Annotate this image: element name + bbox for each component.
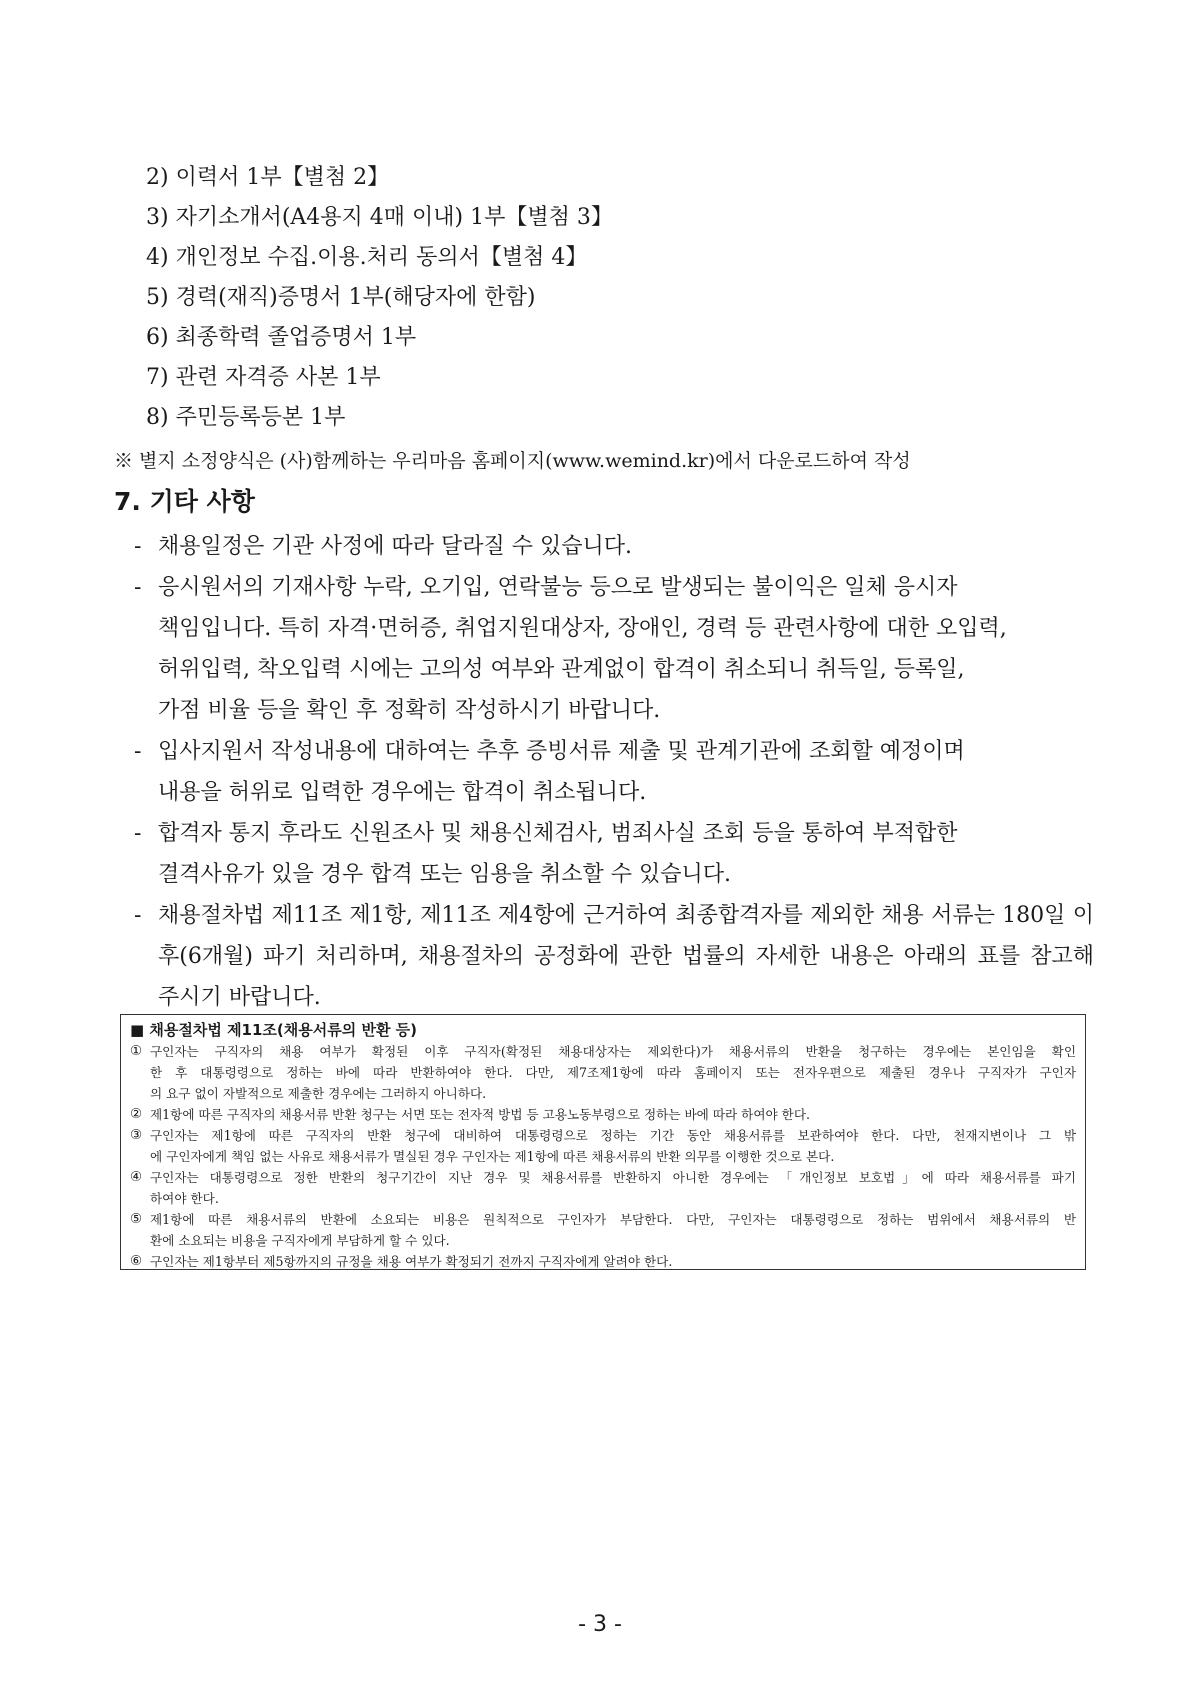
document-item: 3) 자기소개서(A4용지 4매 이내) 1부【별첨 3】	[146, 205, 613, 230]
clause-line: 환에 소요되는 비용을 구직자에게 부담하게 할 수 있다.	[150, 1233, 450, 1248]
required-documents-list	[146, 158, 613, 438]
dash-marker: -	[134, 575, 142, 600]
list-item	[134, 526, 1094, 567]
bullet-line: 허위입력, 착오입력 시에는 고의성 여부와 관계없이 합격이 취소되니 취득일, 등록일,	[158, 657, 965, 682]
law-clause	[130, 1167, 1076, 1209]
clause-line: 하여야 한다.	[150, 1191, 219, 1206]
clause-line: 구인자는 구직자의 채용 여부가 확정된 이후 구직자(확정된 채용대상자는 제외한다)가 채용서류의 반환을 청구하는 경우에는 본인임을 확인	[150, 1044, 1076, 1059]
law-clause	[130, 1251, 1076, 1272]
list-item	[134, 731, 1094, 813]
bullet-line: 후(6개월) 파기 처리하며, 채용절차의 공정화에 관한 법률의 자세한 내용은 아래의 표를 참고해	[158, 944, 1094, 969]
bullet-line: 가점 비율 등을 확인 후 정확히 작성하시기 바랍니다.	[158, 698, 661, 723]
clause-line: 에 구인자에게 책임 없는 사유로 채용서류가 멸실된 경우 구인자는 제1항에 따른 채용서류의 반환 의무를 이행한 것으로 본다.	[150, 1149, 835, 1164]
law-clause	[130, 1125, 1076, 1167]
list-item	[134, 813, 1094, 895]
clause-number: ②	[130, 1106, 143, 1122]
clause-number: ⑤	[130, 1211, 143, 1227]
page-number: - 3 -	[578, 1612, 622, 1637]
document-item: 6) 최종학력 졸업증명서 1부	[146, 325, 417, 350]
bullet-line: 내용을 허위로 입력한 경우에는 합격이 취소됩니다.	[158, 780, 647, 805]
document-item: 5) 경력(재직)증명서 1부(해당자에 한함)	[146, 285, 536, 310]
law-excerpt-box	[120, 1014, 1086, 1270]
bullet-line: 응시원서의 기재사항 누락, 오기입, 연락불능 등으로 발생되는 불이익은 일체 응시자	[158, 575, 958, 600]
bullet-line: 합격자 통지 후라도 신원조사 및 채용신체검사, 범죄사실 조회 등을 통하여 부적합한	[158, 821, 958, 846]
bullet-line: 입사지원서 작성내용에 대하여는 추후 증빙서류 제출 및 관계기관에 조회할 예정이며	[158, 739, 965, 764]
form-download-note: ※ 별지 소정양식은 (사)함께하는 우리마음 홈페이지(www.wemind.kr)에서 다운로드하여 작성	[114, 450, 911, 472]
other-matters-list	[134, 526, 1094, 1018]
document-item: 2) 이력서 1부【별첨 2】	[146, 165, 390, 190]
dash-marker: -	[134, 534, 142, 559]
bullet-line: 주시기 바랍니다.	[158, 985, 321, 1010]
clause-line: 구인자는 제1항부터 제5항까지의 규정을 채용 여부가 확정되기 전까지 구직자에게 알려야 한다.	[150, 1254, 673, 1269]
bullet-line: 책임입니다. 특히 자격·면허증, 취업지원대상자, 장애인, 경력 등 관련사항에 대한 오입력,	[158, 616, 1007, 641]
clause-line: 구인자는 대통령령으로 정한 반환의 청구기간이 지난 경우 및 채용서류를 반환하지 아니한 경우에는 「개인정보 보호법」에 따라 채용서류를 파기	[150, 1170, 1076, 1185]
clause-line: 의 요구 없이 자발적으로 제출한 경우에는 그러하지 아니하다.	[150, 1086, 487, 1101]
list-item	[134, 895, 1094, 1018]
bullet-line: 결격사유가 있을 경우 합격 또는 임용을 취소할 수 있습니다.	[158, 862, 731, 887]
document-item: 7) 관련 자격증 사본 1부	[146, 365, 381, 390]
law-clause	[130, 1209, 1076, 1251]
law-clause	[130, 1041, 1076, 1104]
clause-number: ③	[130, 1127, 143, 1143]
clause-number: ①	[130, 1043, 143, 1059]
bullet-line: 채용일정은 기관 사정에 따라 달라질 수 있습니다.	[158, 534, 632, 559]
law-clause	[130, 1104, 1076, 1125]
dash-marker: -	[134, 903, 142, 928]
dash-marker: -	[134, 739, 142, 764]
clause-line: 구인자는 제1항에 따른 구직자의 반환 청구에 대비하여 대통령령으로 정하는 기간 동안 채용서류를 보관하여야 한다. 다만, 천재지변이나 그 밖	[150, 1128, 1076, 1143]
document-item: 8) 주민등록등본 1부	[146, 405, 346, 430]
clause-number: ④	[130, 1169, 143, 1185]
bullet-line: 채용절차법 제11조 제1항, 제11조 제4항에 근거하여 최종합격자를 제외한 채용 서류는 180일 이	[158, 903, 1094, 928]
clause-line: 제1항에 따른 채용서류의 반환에 소요되는 비용은 원칙적으로 구인자가 부담한다. 다만, 구인자는 대통령령으로 정하는 범위에서 채용서류의 반	[150, 1212, 1076, 1227]
dash-marker: -	[134, 821, 142, 846]
clause-line: 제1항에 따른 구직자의 채용서류 반환 청구는 서면 또는 전자적 방법 등 고용노동부령으로 정하는 바에 따라 하여야 한다.	[150, 1107, 811, 1122]
clause-line: 한 후 대통령령으로 정하는 바에 따라 반환하여야 한다. 다만, 제7조제1항에 따라 홈페이지 또는 전자우편으로 제출된 경우나 구직자가 구인자	[150, 1065, 1076, 1080]
law-box-title: ■ 채용절차법 제11조(채용서류의 반환 등)	[130, 1021, 417, 1039]
section-title: 7. 기타 사항	[114, 487, 255, 516]
clause-number: ⑥	[130, 1253, 143, 1269]
list-item	[134, 567, 1094, 731]
document-item: 4) 개인정보 수집.이용.처리 동의서【별첨 4】	[146, 245, 588, 270]
